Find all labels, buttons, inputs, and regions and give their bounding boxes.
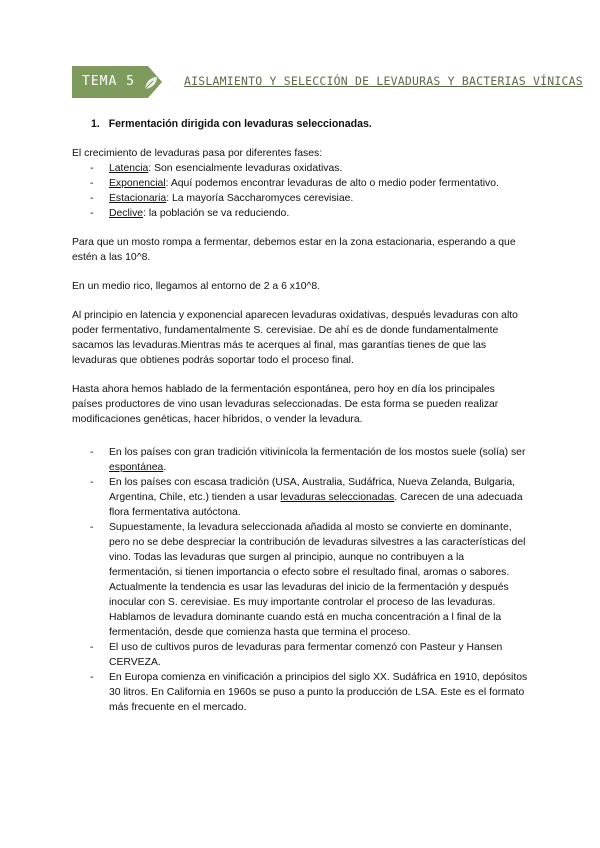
bullet-text: Supuestamente, la levadura seleccionada añadida al mosto se convierte en dominante, pero no se debe despreciar la contribución de levaduras silvestres a las características del vino. Todas las levaduras que surgen al principio, aunque no contribuyen a la fermentación, si tienen importancia o efecto sobre el resultado final, aromas o sabores. Actualmente la tendencia es usar las levaduras del inicio de la fermentación y después inocular con S. cerevisiae. Es muy importante controlar el proceso de las levaduras. Hablamos de levadura dominante cuando está en mucha concentración a l final de la fermentación, desde que comienza hasta que termina el proceso. <box>109 522 526 638</box>
paragraph: Hasta ahora hemos hablado de la fermentación espontánea, pero hoy en día los principales países productores de vino usan levaduras seleccionadas. De esta forma se pueden realizar modificaciones genéticas, hacer híbridos, o vender la levadura. <box>72 384 499 425</box>
bullet-text-end: . Carecen de una adecuada flora fermentativa autóctona. <box>109 492 523 518</box>
phase-term: Declive <box>109 208 144 219</box>
section-heading <box>91 117 528 132</box>
bullet-text: En los países con escasa tradición (USA, Australia, Sudáfrica, Nueva Zelanda, Bulgaria, Argentina, Chile, etc.) tienden a usar <box>109 477 516 503</box>
phase-term: Latencia <box>109 163 149 174</box>
bullet-text: En los países con gran tradición vitivinícola la fermentación de los mostos suele (solía) ser <box>109 447 526 458</box>
list-item: - En los países con gran tradición vitivinícola la fermentación de los mostos suele (solía) ser espontánea. <box>90 447 526 473</box>
bullet-text-end: . <box>163 462 167 473</box>
paragraph: En un medio rico, llegamos al entorno de 2 a 6 x10^8. <box>72 281 321 292</box>
list-item: - Latencia: Son esencialmente levaduras oxidativas. <box>90 163 343 174</box>
list-item: - Estacionaria: La mayoría Saccharomyces cerevisiae. <box>90 193 354 204</box>
section-title: Fermentación dirigida con levaduras seleccionadas. <box>108 118 372 130</box>
list-item: - Supuestamente, la levadura seleccionada añadida al mosto se convierte en dominante, pero no se debe despreciar la contribución de levaduras silvestres a las características del vino. Todas las levaduras que surgen al principio, aunque no contribuyen a la fermentación, si tienen importancia o efecto sobre el resultado final, aromas o sabores. Actualmente la tendencia es usar las levaduras del inicio de la fermentación y después inocular con S. cerevisiae. Es muy importante controlar el proceso de las levaduras. Hablamos de levadura dominante cuando está en mucha concentración a l final de la fermentación, desde que comienza hasta que termina el proceso. <box>90 522 526 638</box>
intro-paragraph: El crecimiento de levaduras pasa por diferentes fases: <box>72 148 323 159</box>
phase-term: Exponencial <box>109 178 166 189</box>
paragraph: Al principio en latencia y exponencial aparecen levaduras oxidativas, después levaduras con alto poder fermentativo, fundamentalmente S. cerevisiae. De ahí es de donde fundamentalmente sacamos las levaduras.Mientras más te acerques al final, mas garantías tienes de que las levaduras que obtienes podrás soportar todo el proceso final. <box>72 310 518 366</box>
list-item: - Declive: la población se va reduciendo. <box>90 208 290 219</box>
document-body <box>72 117 528 729</box>
section-number: 1. <box>91 118 100 130</box>
phase-term: Estacionaria <box>109 193 167 204</box>
paragraph: Para que un mosto rompa a fermentar, debemos estar en la zona estacionaria, esperando a que estén a las 10^8. <box>72 237 516 263</box>
list-item: - El uso de cultivos puros de levaduras para fermentar comenzó con Pasteur y Hansen CERVEZA. <box>90 642 503 668</box>
bullet-text: El uso de cultivos puros de levaduras para fermentar comenzó con Pasteur y Hansen CERVEZA. <box>109 642 503 668</box>
topic-badge: TEMA 5 <box>72 66 148 98</box>
bullet-text: En Europa comienza en vinificación a principios del siglo XX. Sudáfrica en 1910, depósitos 30 litros. En California en 1960s se puso a punto la producción de LSA. Este es el formato más frecuente en el mercado. <box>109 672 528 713</box>
list-item: - Exponencial: Aquí podemos encontrar levaduras de alto o medio poder fermentativo. <box>90 178 499 189</box>
bullet-underlined: espontánea <box>109 462 164 473</box>
bullet-list <box>72 445 528 715</box>
phase-text: : Aquí podemos encontrar levaduras de alto o medio poder fermentativo. <box>165 178 499 189</box>
phase-text: : Son esencialmente levaduras oxidativas. <box>148 163 343 174</box>
phase-text: : La mayoría Saccharomyces cerevisiae. <box>166 193 354 204</box>
phases-list <box>72 161 528 221</box>
list-item: - En Europa comienza en vinificación a principios del siglo XX. Sudáfrica en 1910, depósitos 30 litros. En California en 1960s se puso a punto la producción de LSA. Este es el formato más frecuente en el mercado. <box>90 672 528 713</box>
list-item: - En los países con escasa tradición (USA, Australia, Sudáfrica, Nueva Zelanda, Bulgaria, Argentina, Chile, etc.) tienden a usar levaduras seleccionadas. Carecen de una adecuada flora fermentativa autóctona. <box>90 477 523 518</box>
phase-text: : la población se va reduciendo. <box>143 208 290 219</box>
leaf-icon <box>142 74 160 92</box>
bullet-underlined: levaduras seleccionadas <box>280 492 395 503</box>
topic-title: AISLAMIENTO Y SELECCIÓN DE LEVADURAS Y BACTERIAS VÍNICAS <box>184 74 583 88</box>
document-header <box>72 66 583 102</box>
